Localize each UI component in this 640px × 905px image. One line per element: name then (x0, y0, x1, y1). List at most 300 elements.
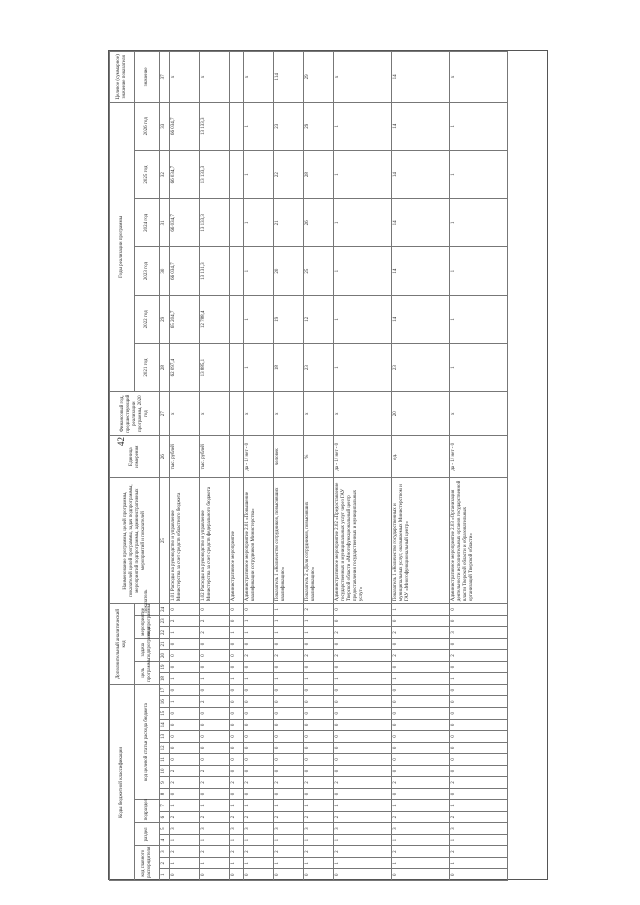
ext-goal-subheader: цель программы (135, 661, 160, 684)
code-digit-cell: 2 (334, 811, 392, 823)
code-digit-cell: 1 (170, 673, 200, 685)
code-digit-cell: 2 (200, 615, 230, 627)
code-digit-cell: 0 (230, 684, 244, 696)
codes-group-header: Коды бюджетной классификации (110, 684, 135, 880)
code-digit-cell: 2 (274, 777, 304, 789)
code-digit-cell: 2 (334, 846, 392, 858)
code-digit-cell: 0 (334, 661, 392, 673)
code-digit-cell: 1 (392, 604, 450, 616)
row-year-value-cell: 66 034,7 (170, 102, 200, 150)
row-year-value-cell: 22 (274, 150, 304, 198)
row-name-cell: 1.02 Расходы на руководство и управление Министерства за счет средств федерального бюджета (200, 478, 230, 604)
code-digit-cell: 2 (450, 650, 508, 662)
column-index-cell: 8 (160, 788, 170, 800)
code-digit-cell: 0 (230, 708, 244, 720)
code-digit-cell: 1 (304, 800, 334, 812)
code-digit-cell: 3 (450, 823, 508, 835)
code-digit-cell: 0 (200, 869, 230, 881)
code-digit-cell: 2 (170, 615, 200, 627)
row-year-value-cell (230, 343, 244, 391)
code-digit-cell: 0 (304, 788, 334, 800)
code-digit-cell: 2 (230, 846, 244, 858)
column-index-cell: 13 (160, 731, 170, 743)
code-digit-cell: 0 (304, 638, 334, 650)
code-digit-cell: 1 (304, 673, 334, 685)
code-digit-cell: 0 (450, 684, 508, 696)
row-fy-cell: х (200, 392, 230, 436)
year-2026-header: 2026 год (135, 102, 160, 150)
code-digit-cell: 0 (244, 708, 274, 720)
code-digit-cell: 2 (244, 650, 274, 662)
code-digit-cell: 0 (392, 731, 450, 743)
row-name-cell: Показатель 1 «Количество государственных и муниципальных услуг, оказываемых Министерством и ГАУ «Многофункциональный центр» (392, 478, 450, 604)
row-year-value-cell: 62 097,4 (170, 343, 200, 391)
target-value-subheader: значение (135, 52, 160, 103)
row-name-cell: 1.01 Расходы на руководство и управление Министерства за счет средств областного бюджета (170, 478, 200, 604)
code-digit-cell: 2 (392, 777, 450, 789)
code-digit-cell: 0 (244, 869, 274, 881)
row-year-value-cell (230, 199, 244, 247)
row-year-value-cell: 66 034,7 (170, 199, 200, 247)
row-year-value-cell: 13 133,3 (200, 102, 230, 150)
code-digit-cell: 0 (334, 754, 392, 766)
column-index-cell: 1 (160, 869, 170, 881)
code-digit-cell: 0 (274, 788, 304, 800)
code-digit-cell: 1 (170, 834, 200, 846)
code-digit-cell: 0 (274, 731, 304, 743)
row-year-value-cell: 1 (244, 343, 274, 391)
row-unit-cell: ед. (392, 436, 450, 478)
column-index-cell: 22 (160, 627, 170, 639)
row-name-cell: Административное мероприятие 2.01 «Повышение квалификации сотрудников Министерства» (244, 478, 274, 604)
row-year-value-cell: 29 (304, 102, 334, 150)
code-digit-cell: 2 (304, 604, 334, 616)
row-year-value-cell: 1 (244, 247, 274, 295)
year-2022-header: 2022 год (135, 295, 160, 343)
years-group-header: Годы реализации программы (110, 102, 135, 392)
row-unit-cell: тыс. рублей (170, 436, 200, 478)
code-digit-cell: 0 (244, 638, 274, 650)
section-subheader: раздел (135, 823, 160, 846)
code-digit-cell: 0 (230, 661, 244, 673)
code-digit-cell: 1 (334, 800, 392, 812)
code-digit-cell: 0 (200, 731, 230, 743)
row-year-value-cell: 13 885,1 (200, 343, 230, 391)
row-year-value-cell: 14 (392, 295, 450, 343)
code-digit-cell: 2 (334, 650, 392, 662)
code-digit-cell: 1 (170, 800, 200, 812)
code-digit-cell: 0 (304, 754, 334, 766)
column-index-cell: 27 (160, 392, 170, 436)
code-digit-cell: 1 (274, 615, 304, 627)
code-digit-cell: 1 (230, 673, 244, 685)
code-digit-cell: 0 (200, 719, 230, 731)
row-year-value-cell: 14 (392, 199, 450, 247)
code-digit-cell: 2 (450, 777, 508, 789)
code-digit-cell: 0 (200, 638, 230, 650)
row-year-value-cell (230, 102, 244, 150)
row-target-cell: х (170, 52, 200, 103)
code-digit-cell: 2 (200, 765, 230, 777)
code-digit-cell: 0 (450, 742, 508, 754)
row-year-value-cell: 14 (392, 247, 450, 295)
code-digit-cell: 0 (244, 719, 274, 731)
table-row (304, 52, 334, 881)
code-digit-cell: 0 (170, 742, 200, 754)
row-fy-cell (230, 392, 244, 436)
row-year-value-cell: 23 (392, 343, 450, 391)
code-digit-cell: 0 (274, 742, 304, 754)
column-index-cell: 33 (160, 102, 170, 150)
code-digit-cell: 2 (304, 777, 334, 789)
row-name-cell: Административное мероприятие 2.02 «Предоставление государственных и муниципальных услуг через ГАУ Тверской области «Многофункциональный центр предоставления государственных и муниципальных услуг» (334, 478, 392, 604)
row-year-value-cell: 12 (304, 295, 334, 343)
code-digit-cell: 3 (200, 823, 230, 835)
column-index-cell: 11 (160, 754, 170, 766)
code-digit-cell: 3 (244, 823, 274, 835)
code-digit-cell: 2 (170, 765, 200, 777)
kbk-subheader: код главного распорядителя (135, 846, 160, 881)
code-digit-cell: 1 (304, 857, 334, 869)
code-digit-cell: 1 (450, 800, 508, 812)
code-digit-cell: 2 (392, 846, 450, 858)
code-digit-cell: 1 (334, 673, 392, 685)
code-digit-cell: 1 (244, 800, 274, 812)
code-digit-cell: 1 (230, 627, 244, 639)
column-index-cell: 28 (160, 343, 170, 391)
column-index-cell: 12 (160, 742, 170, 754)
code-digit-cell: 0 (304, 661, 334, 673)
code-digit-cell: 0 (230, 696, 244, 708)
row-year-value-cell: 1 (450, 199, 508, 247)
code-digit-cell: 0 (304, 708, 334, 720)
code-digit-cell: 0 (244, 788, 274, 800)
code-digit-cell: 2 (200, 811, 230, 823)
code-digit-cell: 2 (334, 777, 392, 789)
table-row (170, 52, 200, 881)
code-digit-cell: 0 (392, 615, 450, 627)
code-digit-cell: 0 (304, 742, 334, 754)
code-digit-cell: 1 (170, 627, 200, 639)
code-digit-cell: 0 (170, 754, 200, 766)
row-fy-cell: х (450, 392, 508, 436)
table-row (200, 52, 230, 881)
code-digit-cell: 0 (274, 661, 304, 673)
year-2025-header: 2025 год (135, 150, 160, 198)
code-digit-cell: 0 (200, 604, 230, 616)
code-digit-cell: 2 (170, 846, 200, 858)
row-unit-cell: тыс. рублей (200, 436, 230, 478)
code-digit-cell: 0 (392, 661, 450, 673)
column-index-cell: 6 (160, 811, 170, 823)
row-target-cell: х (450, 52, 508, 103)
row-unit-cell: да - 1/ нет - 0 (244, 436, 274, 478)
code-digit-cell: 0 (450, 708, 508, 720)
code-digit-cell: 1 (274, 834, 304, 846)
row-year-value-cell: 26 (304, 199, 334, 247)
column-index-cell: 29 (160, 295, 170, 343)
year-2023-header: 2023 год (135, 247, 160, 295)
code-digit-cell: 0 (244, 754, 274, 766)
code-digit-cell: 2 (230, 811, 244, 823)
row-year-value-cell (230, 295, 244, 343)
code-digit-cell: 0 (334, 638, 392, 650)
row-fy-cell: х (274, 392, 304, 436)
code-digit-cell: 1 (450, 673, 508, 685)
code-digit-cell: 0 (200, 788, 230, 800)
row-fy-cell: х (334, 392, 392, 436)
column-index-cell: 18 (160, 673, 170, 685)
column-index-cell: 9 (160, 777, 170, 789)
ext-task-subheader: задача подпрограммы (135, 638, 160, 661)
code-digit-cell: 1 (334, 834, 392, 846)
code-digit-cell: 0 (392, 869, 450, 881)
row-year-value-cell: 1 (244, 150, 274, 198)
code-digit-cell: 0 (274, 708, 304, 720)
code-digit-cell: 0 (244, 684, 274, 696)
code-digit-cell: 3 (304, 823, 334, 835)
code-digit-cell: 2 (170, 777, 200, 789)
code-digit-cell: 0 (392, 684, 450, 696)
code-digit-cell: 0 (304, 719, 334, 731)
code-digit-cell: 2 (304, 650, 334, 662)
code-digit-cell: 0 (274, 684, 304, 696)
row-name-cell: Показатель 1 «Количество сотрудников, повысивших квалификацию» (274, 478, 304, 604)
row-fy-cell: х (170, 392, 200, 436)
code-digit-cell: 0 (392, 708, 450, 720)
code-digit-cell: 0 (392, 638, 450, 650)
code-digit-cell: 0 (244, 604, 274, 616)
code-digit-cell: 2 (450, 846, 508, 858)
code-digit-cell: 0 (170, 708, 200, 720)
code-digit-cell: 0 (450, 869, 508, 881)
code-digit-cell: 1 (304, 627, 334, 639)
unit-column-header: Единица измерения (110, 436, 160, 478)
row-target-cell: х (200, 52, 230, 103)
column-index-row (160, 52, 170, 881)
code-digit-cell: 0 (334, 869, 392, 881)
code-digit-cell: 0 (200, 708, 230, 720)
code-digit-cell: 0 (392, 788, 450, 800)
code-digit-cell: 2 (200, 696, 230, 708)
code-digit-cell: 0 (170, 604, 200, 616)
code-digit-cell: 0 (334, 765, 392, 777)
code-digit-cell: 0 (170, 661, 200, 673)
table-row (274, 52, 304, 881)
code-digit-cell: 1 (392, 857, 450, 869)
code-digit-cell: 0 (334, 708, 392, 720)
row-name-cell: Административное мероприятие 2.03 «Организация деятельности исполнительных органов государственной власти Тверской области и образовательных организаций Тверской области» (450, 478, 508, 604)
code-digit-cell: 0 (450, 765, 508, 777)
code-digit-cell: 0 (170, 788, 200, 800)
code-digit-cell: 0 (304, 684, 334, 696)
page-number: 42 (116, 437, 126, 446)
ext-event-subheader: мероприятие подпрограммы (135, 615, 160, 638)
column-index-cell: 16 (160, 696, 170, 708)
code-digit-cell: 1 (392, 800, 450, 812)
row-year-value-cell: 1 (450, 295, 508, 343)
row-year-value-cell: 1 (450, 150, 508, 198)
code-digit-cell: 0 (230, 754, 244, 766)
target-column-header: Целевое (суммарное) значение показателя (110, 52, 135, 103)
row-fy-cell: 20 (392, 392, 450, 436)
code-digit-cell: 0 (244, 765, 274, 777)
row-unit-cell: да - 1/ нет - 0 (334, 436, 392, 478)
column-index-cell: 32 (160, 150, 170, 198)
row-target-cell: 29 (304, 52, 334, 103)
column-index-cell: 5 (160, 823, 170, 835)
code-digit-cell: 1 (304, 834, 334, 846)
table-row (244, 52, 274, 881)
name-column-header: Наименование программы, целей программы, показателей целей программы, задач подпрограммы, мероприятий подпрограммы, административных мероприятий и показателей (110, 478, 160, 604)
table-row (334, 52, 392, 881)
code-digit-cell: 0 (274, 719, 304, 731)
column-index-cell: 7 (160, 800, 170, 812)
row-year-value-cell: 25 (304, 247, 334, 295)
code-digit-cell: 0 (170, 869, 200, 881)
code-digit-cell: 0 (200, 684, 230, 696)
row-year-value-cell: 28 (304, 150, 334, 198)
row-target-cell: 14 (392, 52, 450, 103)
code-digit-cell: 0 (170, 719, 200, 731)
ext-indicator-subheader: показатель (135, 604, 160, 616)
code-digit-cell: 1 (450, 857, 508, 869)
row-year-value-cell: 13 131,3 (200, 247, 230, 295)
code-digit-cell: 0 (334, 684, 392, 696)
row-year-value-cell: 13 133,3 (200, 150, 230, 198)
column-index-cell: 10 (160, 765, 170, 777)
row-target-cell: х (334, 52, 392, 103)
row-year-value-cell: 1 (450, 102, 508, 150)
row-year-value-cell: 23 (304, 343, 334, 391)
row-name-cell: Административное мероприятие (230, 478, 244, 604)
code-digit-cell: 0 (450, 661, 508, 673)
code-digit-cell: 1 (274, 604, 304, 616)
code-digit-cell: 0 (450, 788, 508, 800)
code-digit-cell: 1 (200, 857, 230, 869)
code-digit-cell: 1 (230, 800, 244, 812)
code-digit-cell: 0 (274, 869, 304, 881)
code-digit-cell: 0 (334, 719, 392, 731)
code-digit-cell: 0 (304, 869, 334, 881)
code-digit-cell: 0 (304, 765, 334, 777)
column-index-cell: 25 (160, 478, 170, 604)
year-2024-header: 2024 год (135, 199, 160, 247)
code-digit-cell: 1 (392, 834, 450, 846)
row-year-value-cell: 1 (334, 247, 392, 295)
code-digit-cell: 1 (244, 615, 274, 627)
column-index-cell: 17 (160, 684, 170, 696)
csr-subheader: код целевой статьи расхода бюджета (135, 684, 160, 799)
column-index-cell: 19 (160, 661, 170, 673)
column-index-cell: 30 (160, 247, 170, 295)
code-digit-cell: 2 (274, 811, 304, 823)
code-digit-cell: 2 (200, 627, 230, 639)
code-digit-cell: 1 (230, 857, 244, 869)
row-year-value-cell: 1 (450, 343, 508, 391)
row-unit-cell: % (304, 436, 334, 478)
code-digit-cell: 1 (274, 627, 304, 639)
code-digit-cell: 1 (244, 857, 274, 869)
code-digit-cell: 3 (450, 627, 508, 639)
code-digit-cell: 0 (450, 696, 508, 708)
row-year-value-cell: 19 (274, 295, 304, 343)
code-digit-cell: 0 (450, 615, 508, 627)
code-digit-cell: 3 (170, 823, 200, 835)
code-digit-cell: 0 (230, 731, 244, 743)
code-digit-cell: 2 (244, 777, 274, 789)
code-digit-cell: 0 (200, 661, 230, 673)
code-digit-cell: 0 (450, 604, 508, 616)
year-2021-header: 2021 год (135, 343, 160, 391)
column-index-cell: 21 (160, 638, 170, 650)
code-digit-cell: 0 (230, 615, 244, 627)
code-digit-cell: 1 (200, 800, 230, 812)
row-year-value-cell: 66 034,7 (170, 150, 200, 198)
code-digit-cell: 0 (392, 742, 450, 754)
code-digit-cell: 0 (244, 696, 274, 708)
column-index-cell: 3 (160, 846, 170, 858)
code-digit-cell: 0 (274, 638, 304, 650)
code-digit-cell: 1 (274, 857, 304, 869)
row-year-value-cell: 14 (392, 102, 450, 150)
code-digit-cell: 1 (450, 834, 508, 846)
code-digit-cell: 2 (304, 846, 334, 858)
code-digit-cell: 1 (244, 673, 274, 685)
table-row (392, 52, 450, 881)
code-digit-cell: 2 (244, 811, 274, 823)
code-digit-cell: 0 (334, 731, 392, 743)
column-index-cell: 4 (160, 834, 170, 846)
row-year-value-cell: 1 (244, 199, 274, 247)
code-digit-cell: 2 (392, 811, 450, 823)
row-year-value-cell: 13 133,3 (200, 199, 230, 247)
code-digit-cell: 0 (392, 754, 450, 766)
code-digit-cell: 2 (392, 627, 450, 639)
row-year-value-cell: 1 (244, 102, 274, 150)
code-digit-cell: 3 (334, 823, 392, 835)
row-year-value-cell: 14 (392, 150, 450, 198)
code-digit-cell: 0 (230, 638, 244, 650)
code-digit-cell: 0 (392, 696, 450, 708)
code-digit-cell: 2 (392, 650, 450, 662)
code-digit-cell: 0 (334, 788, 392, 800)
code-digit-cell: 0 (334, 615, 392, 627)
row-year-value-cell: 1 (450, 247, 508, 295)
row-unit-cell (230, 436, 244, 478)
code-digit-cell: 1 (334, 857, 392, 869)
row-year-value-cell: 1 (334, 343, 392, 391)
column-index-cell: 23 (160, 615, 170, 627)
code-digit-cell: 1 (274, 800, 304, 812)
code-digit-cell: 0 (450, 719, 508, 731)
code-digit-cell: 0 (170, 650, 200, 662)
code-digit-cell: 3 (230, 823, 244, 835)
code-digit-cell: 0 (274, 754, 304, 766)
row-year-value-cell (230, 247, 244, 295)
code-digit-cell: 1 (170, 857, 200, 869)
row-year-value-cell: 1 (244, 295, 274, 343)
code-digit-cell: 0 (334, 742, 392, 754)
code-digit-cell: 0 (304, 731, 334, 743)
code-digit-cell: 0 (230, 650, 244, 662)
code-digit-cell: 0 (230, 765, 244, 777)
column-index-cell: 20 (160, 650, 170, 662)
code-digit-cell: 3 (274, 823, 304, 835)
code-digit-cell: 2 (274, 650, 304, 662)
code-digit-cell: 2 (230, 777, 244, 789)
code-digit-cell: 0 (230, 788, 244, 800)
